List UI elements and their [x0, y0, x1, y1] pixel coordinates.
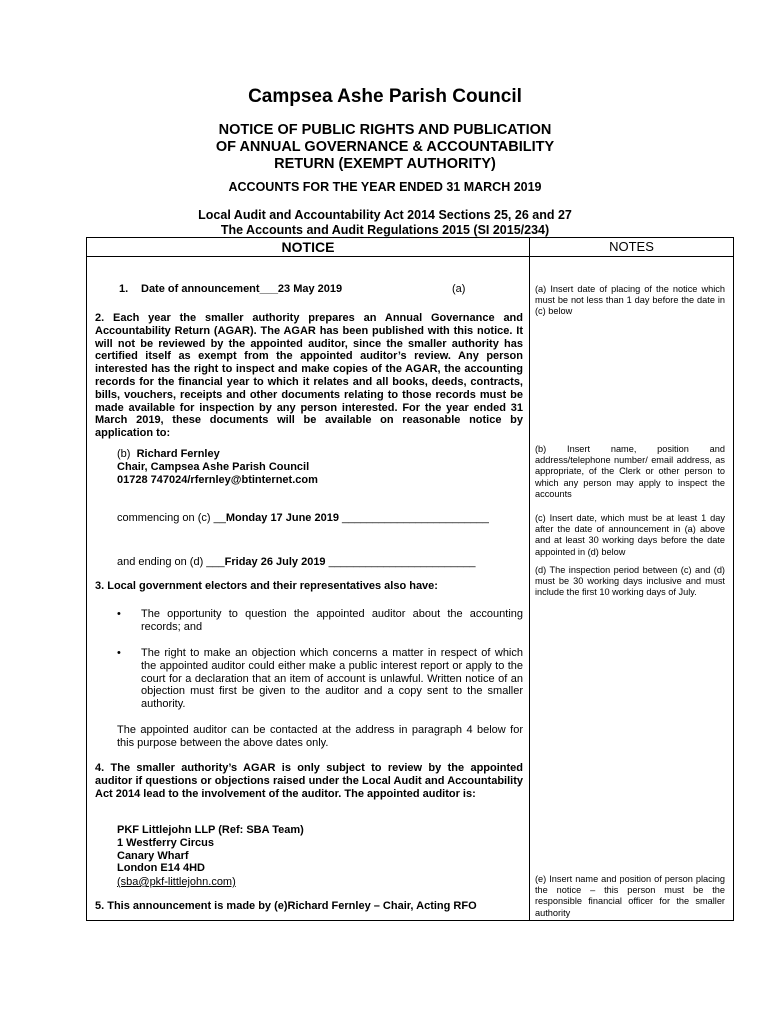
- ending-line: [117, 556, 475, 569]
- accounts-year: ACCOUNTS FOR THE YEAR ENDED 31 MARCH 2019: [228, 180, 542, 194]
- table-header-row: [87, 238, 733, 257]
- bullet-glyph: •: [117, 647, 121, 659]
- bullet-item-question: The opportunity to question the appointed auditor about the accounting records; and: [141, 608, 523, 633]
- item1-marker: (a): [452, 283, 466, 295]
- ending-date: Friday 26 July 2019: [224, 556, 326, 568]
- contact-marker-line: [117, 448, 220, 461]
- auditor-address-line: London E14 4HD: [117, 862, 206, 875]
- item2-paragraph: 2. Each year the smaller authority prepares an Annual Governance and Accountability Return (AGAR). The AGAR has been published with this notice. It will not be reviewed by the appointed auditor, since the smaller authority has certified itself as exempt from the appointed auditor’s review. Any person interested has the right to inspect and make copies of the AGAR, the accounting records for the financial year to which it relates and all books, deeds, contracts, bills, vouchers, receipts and other documents relating to those records must be made available for inspection by any person interested. For the year ended 31 March 2019, these documents will be available on reasonable notice by application to:: [95, 312, 523, 440]
- auditor-email-link[interactable]: (sba@pkf-littlejohn.com): [117, 876, 236, 888]
- commencing-date: Monday 17 June 2019: [225, 512, 339, 524]
- auditor-address-line: 1 Westferry Circus: [117, 836, 215, 849]
- note-a: (a) Insert date of placing of the notice which must be not less than 1 day before the date in (c) below: [535, 284, 725, 317]
- item4-paragraph: 4. The smaller authority’s AGAR is only subject to review by the appointed auditor if questions or objections raised under the Local Audit and Accountability Act 2014 lead to the involvement of the auditor. The appointed auditor is:: [95, 762, 523, 800]
- item3-heading: 3. Local government electors and their representatives also have:: [95, 580, 438, 592]
- ending-label: and ending on (d) ___: [117, 556, 225, 568]
- auditor-address-line: PKF Littlejohn LLP (Ref: SBA Team): [117, 824, 304, 836]
- contact-role: Chair, Campsea Ashe Parish Council: [117, 461, 310, 473]
- heading-line: NOTICE OF PUBLIC RIGHTS AND PUBLICATION: [218, 122, 552, 138]
- contact-marker: (b): [117, 448, 131, 460]
- notes-column-header: NOTES: [609, 239, 654, 254]
- bullet-item-objection: The right to make an objection which concerns a matter in respect of which the appointed auditor could either make a public interest report or apply to the court for a declaration that an item of account is unlawful. Written notice of an objection must first be given to the auditor and a copy sent to the smaller authority.: [141, 647, 523, 711]
- legislation-line: The Accounts and Audit Regulations 2015 (SI 2015/234): [220, 223, 550, 237]
- ending-blank: ________________________: [328, 556, 476, 568]
- auditor-email[interactable]: [117, 876, 236, 889]
- bullet-glyph: •: [117, 608, 121, 620]
- notice-table: [86, 237, 734, 921]
- commencing-label: commencing on (c) __: [117, 512, 226, 524]
- note-d: (d) The inspection period between (c) and (d) must be 30 working days inclusive and must include the first 10 working days of July.: [535, 565, 725, 598]
- heading-line: OF ANNUAL GOVERNANCE & ACCOUNTABILITY: [215, 139, 555, 155]
- column-divider: [529, 238, 530, 920]
- commencing-blank: ________________________: [342, 512, 489, 524]
- notice-column-header: NOTICE: [281, 239, 335, 255]
- item1-number: 1.: [119, 283, 129, 295]
- auditor-address: [117, 824, 304, 875]
- commencing-line: [117, 512, 489, 525]
- heading-line: RETURN (EXEMPT AUTHORITY): [274, 156, 496, 172]
- legislation-line: Local Audit and Accountability Act 2014 Sections 25, 26 and 27: [198, 208, 572, 222]
- item1-label: Date of announcement: [141, 283, 260, 295]
- note-e: (e) Insert name and position of person placing the notice – this person must be the responsible financial officer for the smaller authority: [535, 874, 725, 918]
- item1-date: ___23 May 2019: [259, 283, 343, 295]
- contact-name: Richard Fernley: [136, 448, 220, 460]
- auditor-contact-paragraph: The appointed auditor can be contacted at the address in paragraph 4 below for this purpose between the above dates only.: [117, 724, 523, 749]
- item1-announcement: [141, 283, 342, 296]
- note-b: (b) Insert name, position and address/telephone number/ email address, as appropriate, of the Clerk or other person to which any person may apply to inspect the accounts: [535, 444, 725, 499]
- note-c: (c) Insert date, which must be at least 1 day after the date of announcement in (a) above and at least 30 working days before the date appointed in (d) below: [535, 513, 725, 557]
- contact-details: 01728 747024/rfernley@btinternet.com: [117, 474, 318, 486]
- notice-heading: [0, 122, 770, 173]
- auditor-address-line: Canary Wharf: [117, 849, 189, 862]
- legislation: [0, 208, 770, 238]
- item5-statement: 5. This announcement is made by (e)Richard Fernley – Chair, Acting RFO: [95, 900, 477, 912]
- council-title: Campsea Ashe Parish Council: [248, 86, 522, 107]
